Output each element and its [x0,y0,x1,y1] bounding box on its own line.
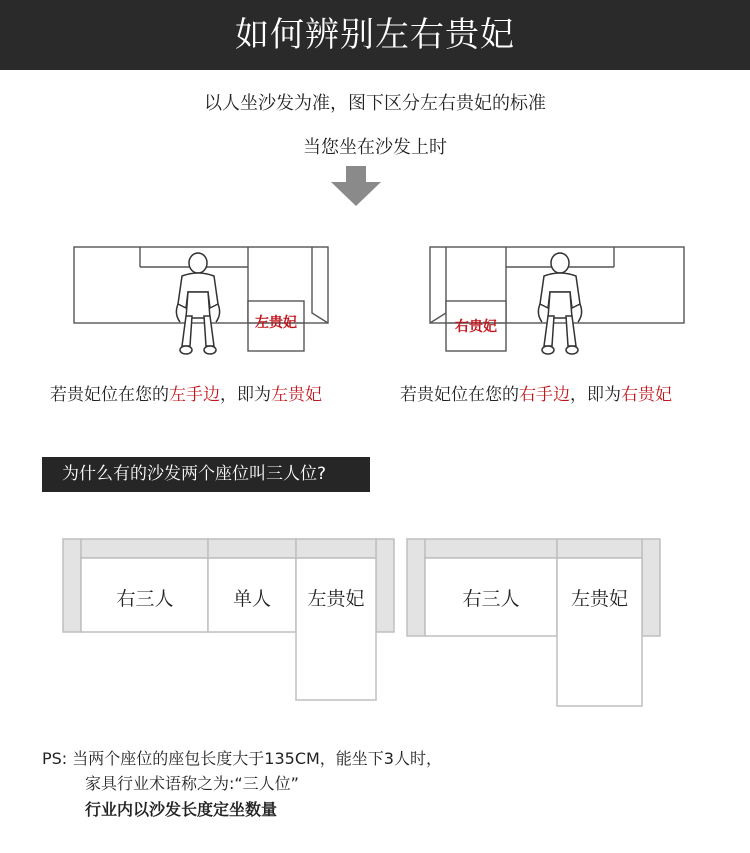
caption-left-mid: ，即为 [220,385,271,405]
note-line-1: PS: 当两个座位的座包长度大于135CM，能坐下3人时， [42,749,442,768]
seat-label-left-1: 右三人 [116,588,174,610]
down-arrow-icon [331,166,381,208]
section-title: 为什么有的沙发两个座位叫三人位? [62,464,327,484]
caption-right [400,380,672,405]
page-title: 如何辨别左右贵妃 [235,15,515,55]
sofa-layout-left [62,538,398,704]
caption-left [50,380,322,405]
caption-right-result: 右贵妃 [621,385,672,405]
chaise-tag-left: 左贵妃 [255,315,297,331]
note-line-2: 家具行业术语称之为:“三人位” [85,774,299,793]
caption-right-prefix: 若贵妃位在您的 [400,385,519,405]
seat-label-right-2: 左贵妃 [570,588,628,610]
caption-right-mid: ，即为 [570,385,621,405]
note-line-3: 行业内以沙发长度定坐数量 [85,800,278,819]
seat-label-right-1: 右三人 [462,588,520,610]
intro-line-1: 以人坐沙发为准，图下区分左右贵妃的标准 [204,93,546,114]
caption-left-side: 左手边 [169,385,220,405]
seated-person-icon [530,252,588,356]
caption-left-prefix: 若贵妃位在您的 [50,385,169,405]
seat-label-left-2: 单人 [232,588,271,610]
caption-left-result: 左贵妃 [271,385,322,405]
seat-label-left-3: 左贵妃 [307,588,365,610]
caption-right-side: 右手边 [519,385,570,405]
sofa-layout-right [406,538,662,710]
chaise-tag-right: 右贵妃 [455,319,497,335]
intro-line-2: 当您坐在沙发上时 [303,137,447,158]
seated-person-icon [168,252,226,356]
